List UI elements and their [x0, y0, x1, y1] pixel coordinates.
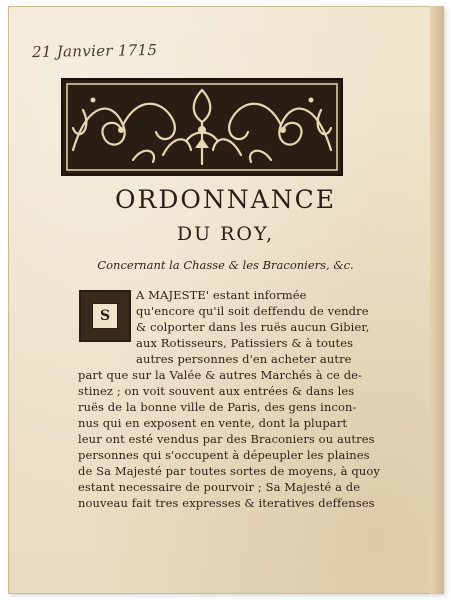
document-subtitle: DU ROY,	[176, 223, 275, 245]
ornamental-initial	[79, 290, 131, 342]
body-line: autres personnes d'en acheter autre	[136, 352, 352, 366]
document-caption: Concernant la Chasse & les Braconiers, &c.	[97, 258, 354, 272]
body-line: leur ont esté vendus par des Braconiers ou autres	[78, 432, 375, 446]
body-line: nus qui en exposent en vente, dont la plupart	[78, 416, 348, 430]
document-title: ORDONNANCE	[115, 185, 336, 214]
body-line: stinez ; on voit souvent aux entrées & dans les	[78, 384, 355, 398]
body-line: personnes qui s'occupent à dépeupler les plaines	[78, 448, 370, 462]
page-edge	[430, 6, 444, 594]
body-line: aux Rotisseurs, Patissiers & à toutes	[136, 336, 354, 350]
body-line: ruës de la bonne ville de Paris, des gens incon-	[78, 400, 357, 414]
body-line: de Sa Majesté par toutes sortes de moyens, à quoy	[78, 464, 380, 478]
handwritten-date: 21 Janvier 1715	[31, 40, 158, 62]
body-line: qu'encore qu'il soit deffendu de vendre	[136, 304, 369, 318]
body-line: part que sur la Valée & autres Marchés à ce de-	[78, 368, 363, 382]
body-line: A MAJESTE' estant informée	[136, 288, 307, 302]
body-line: estant necessaire de pourvoir ; Sa Majesté a de	[78, 480, 361, 494]
decorative-header-ornament	[61, 78, 343, 176]
body-line: nouveau fait tres expresses & iteratives deffenses	[78, 496, 375, 510]
body-line: & colporter dans les ruës aucun Gibier,	[136, 320, 370, 334]
initial-letter: S	[92, 303, 118, 329]
